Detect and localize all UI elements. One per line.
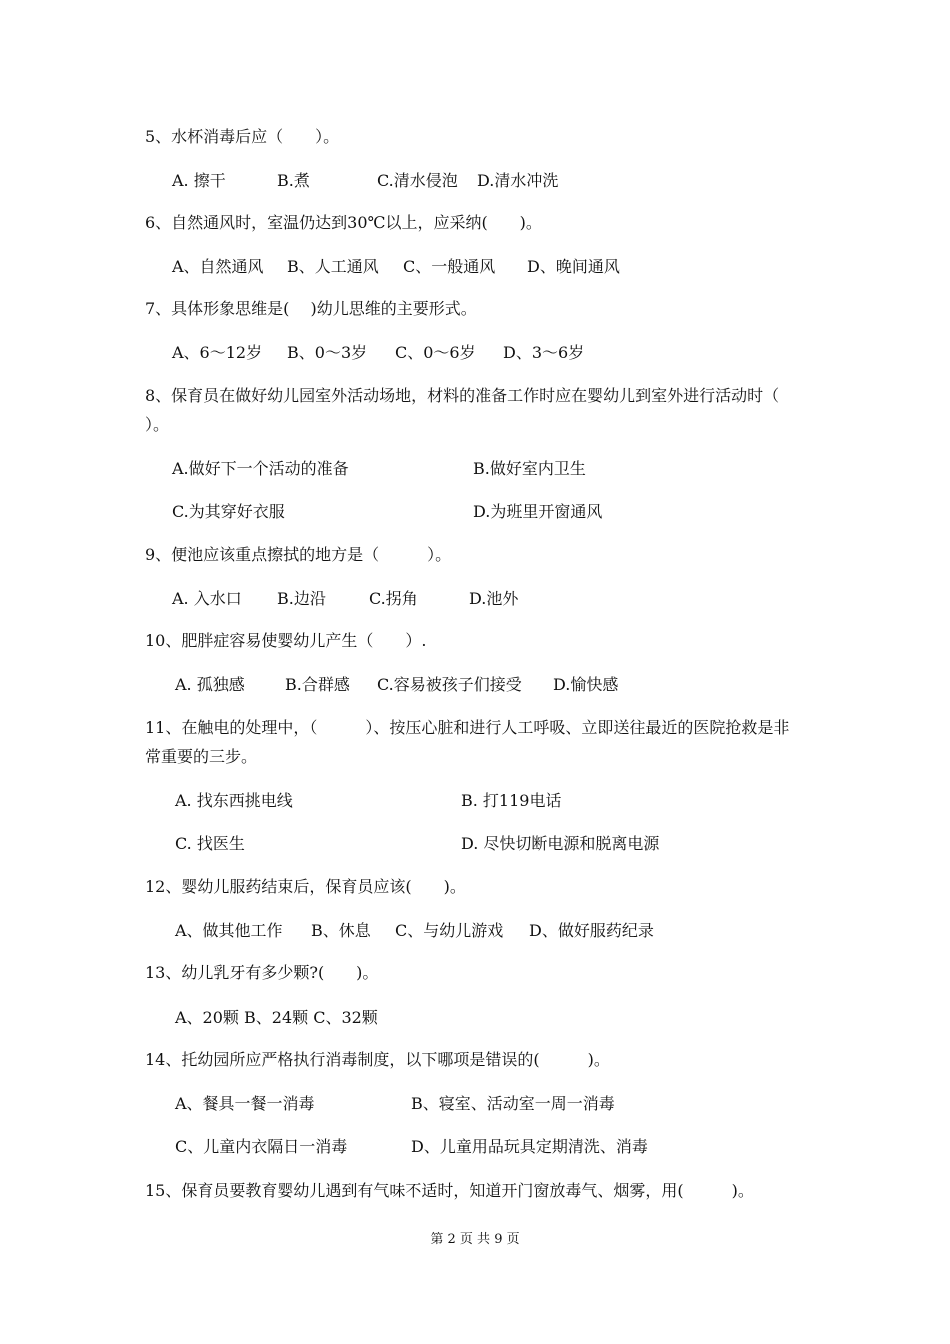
question-11-option-c: C. 找医生 — [175, 834, 245, 853]
question-13-stem: 13、幼儿乳牙有多少颗?( )。 — [145, 963, 379, 982]
question-5-option-b: B.煮 — [277, 171, 310, 190]
page-number: 第 2 页 共 9 页 — [430, 1232, 520, 1247]
question-10-option-c: C.容易被孩子们接受 — [377, 675, 522, 694]
question-13-options: A、20颗 B、24颗 C、32颗 — [175, 1008, 378, 1027]
question-7-option-b: B、0～3岁 — [287, 343, 368, 362]
question-11-option-a: A. 找东西挑电线 — [175, 791, 293, 810]
question-7-option-a: A、6～12岁 — [172, 343, 263, 362]
question-10-option-a: A. 孤独感 — [175, 675, 245, 694]
question-14-option-b: B、寝室、活动室一周一消毒 — [411, 1094, 615, 1113]
question-9-option-d: D.池外 — [469, 589, 519, 608]
question-12-stem: 12、婴幼儿服药结束后，保育员应该( )。 — [145, 877, 466, 896]
question-11-stem-line-1: 11、在触电的处理中，（ ）、按压心脏和进行人工呼吸、立即送往最近的医院抢救是非 — [145, 718, 790, 737]
question-12-option-d: D、做好服药纪录 — [529, 921, 654, 940]
question-8-option-c: C.为其穿好衣服 — [172, 502, 285, 521]
question-14-stem: 14、托幼园所应严格执行消毒制度，以下哪项是错误的( )。 — [145, 1050, 610, 1069]
question-14-option-a: A、餐具一餐一消毒 — [175, 1094, 315, 1113]
question-11-option-d: D. 尽快切断电源和脱离电源 — [461, 834, 660, 853]
question-12-option-b: B、休息 — [311, 921, 371, 940]
question-7-stem: 7、具体形象思维是( )幼儿思维的主要形式。 — [145, 299, 477, 318]
question-6-option-b: B、人工通风 — [287, 257, 379, 276]
question-7-option-c: C、0～6岁 — [395, 343, 476, 362]
question-10-option-d: D.愉快感 — [553, 675, 619, 694]
question-14-option-d: D、儿童用品玩具定期清洗、消毒 — [411, 1137, 648, 1156]
question-10-option-b: B.合群感 — [285, 675, 350, 694]
question-6-option-d: D、晚间通风 — [527, 257, 620, 276]
question-11-option-b: B. 打119电话 — [461, 791, 562, 810]
question-12-option-a: A、做其他工作 — [175, 921, 283, 940]
question-8-option-a: A.做好下一个活动的准备 — [172, 459, 349, 478]
question-6-option-a: A、自然通风 — [172, 257, 264, 276]
question-14-option-c: C、儿童内衣隔日一消毒 — [175, 1137, 348, 1156]
question-8-option-b: B.做好室内卫生 — [473, 459, 586, 478]
question-8-option-d: D.为班里开窗通风 — [473, 502, 603, 521]
question-5-option-c: C.清水侵泡 — [377, 171, 458, 190]
question-8-stem-line-2: ）。 — [145, 415, 170, 434]
question-7-option-d: D、3～6岁 — [503, 343, 585, 362]
question-8-stem-line-1: 8、保育员在做好幼儿园室外活动场地，材料的准备工作时应在婴幼儿到室外进行活动时（ — [145, 386, 780, 405]
question-6-stem: 6、自然通风时，室温仍达到30℃以上，应采纳( )。 — [145, 213, 542, 232]
page-footer — [0, 1228, 950, 1247]
question-10-stem: 10、肥胖症容易使婴幼儿产生（ ）. — [145, 631, 427, 650]
question-9-option-a: A. 入水口 — [172, 589, 242, 608]
question-11-stem-line-2: 常重要的三步。 — [145, 747, 258, 766]
question-6-option-c: C、一般通风 — [403, 257, 496, 276]
question-5-option-a: A. 擦干 — [172, 171, 226, 190]
question-9-option-b: B.边沿 — [277, 589, 326, 608]
question-9-stem: 9、便池应该重点擦拭的地方是（ ）。 — [145, 545, 452, 564]
question-12-option-c: C、与幼儿游戏 — [395, 921, 504, 940]
question-15-stem: 15、保育员要教育婴幼儿遇到有气味不适时，知道开门窗放毒气、烟雾，用( )。 — [145, 1181, 754, 1200]
question-9-option-c: C.拐角 — [369, 589, 418, 608]
question-5-option-d: D.清水冲洗 — [477, 171, 559, 190]
question-5-stem: 5、水杯消毒后应（ ）。 — [145, 127, 340, 146]
